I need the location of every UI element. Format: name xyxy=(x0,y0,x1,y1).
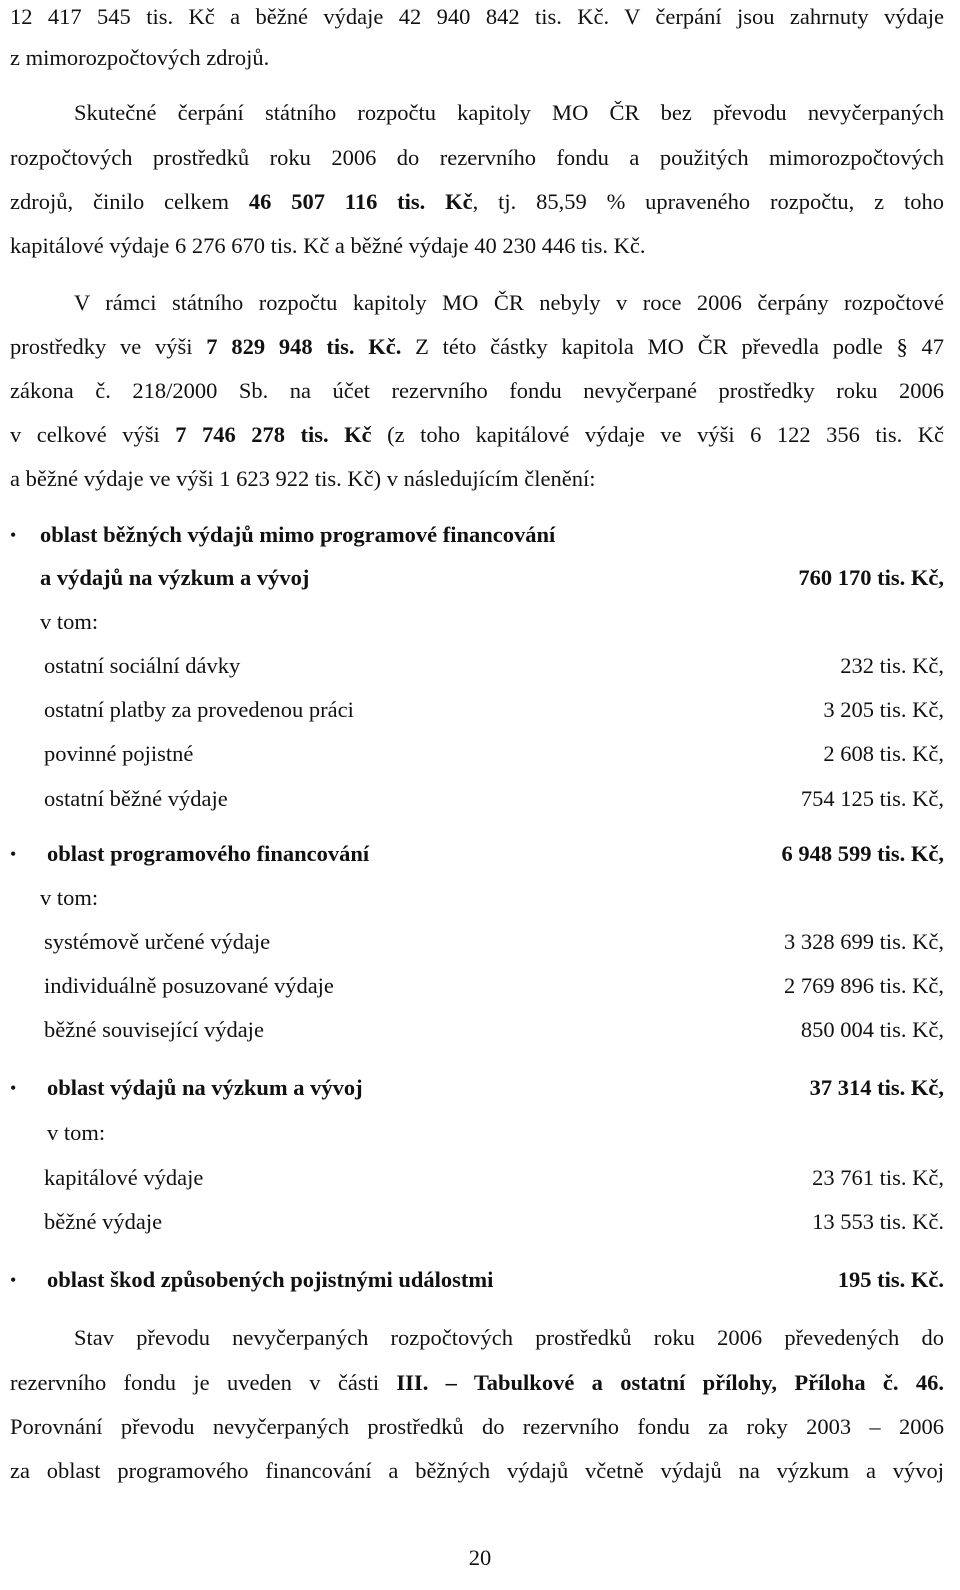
section-1-label: oblast běžných výdajů mimo programové financování xyxy=(40,522,556,547)
section-3-vtom: v tom: xyxy=(47,1120,106,1145)
paragraph-4-line-4: za oblast programového financování a běžných výdajů včetně výdajů na výzkum a vývoj xyxy=(10,1458,944,1483)
bullet-icon: • xyxy=(10,1078,17,1098)
bullet-icon: • xyxy=(10,525,17,545)
paragraph-2-line-4: kapitálové výdaje 6 276 670 tis. Kč a běžné výdaje 40 230 446 tis. Kč. xyxy=(10,233,646,258)
list-item: systémově určené výdaje 3 328 699 tis. Kč, xyxy=(44,929,944,954)
list-item: povinné pojistné 2 608 tis. Kč, xyxy=(44,741,944,766)
section-4-header xyxy=(10,1265,944,1295)
list-item: běžné související výdaje 850 004 tis. Kč, xyxy=(44,1017,944,1042)
section-1-header-line-2 xyxy=(10,563,944,593)
section-2-value: 6 948 599 tis. Kč, xyxy=(781,841,944,866)
paragraph-1-line-1: 12 417 545 tis. Kč a běžné výdaje 42 940 842 tis. Kč. V čerpání jsou zahrnuty výdaje xyxy=(10,4,944,29)
unused-funds-amount: 7 829 948 tis. Kč. xyxy=(206,334,402,359)
paragraph-2-line-1: Skutečné čerpání státního rozpočtu kapitoly MO ČR bez převodu nevyčerpaných xyxy=(74,100,944,125)
paragraph-3-line-2: prostředky ve výši 7 829 948 tis. Kč. Z této částky kapitola MO ČR převedla podle § 47 xyxy=(10,334,944,359)
list-item: individuálně posuzované výdaje 2 769 896 tis. Kč, xyxy=(44,973,944,998)
paragraph-3-line-5: a běžné výdaje ve výši 1 623 922 tis. Kč) v následujícím členění: xyxy=(10,466,596,491)
list-item: kapitálové výdaje 23 761 tis. Kč, xyxy=(44,1165,944,1190)
section-2-vtom: v tom: xyxy=(40,885,99,910)
transferred-funds-amount: 7 746 278 tis. Kč xyxy=(175,422,372,447)
section-3-header xyxy=(10,1073,944,1103)
paragraph-4-line-2: rezervního fondu je uveden v části III. – Tabulkové a ostatní přílohy, Příloha č. 46. xyxy=(10,1370,944,1395)
section-1-label-cont: a výdajů na výzkum a vývoj xyxy=(40,565,310,590)
paragraph-3-line-1: V rámci státního rozpočtu kapitoly MO ČR nebyly v roce 2006 čerpány rozpočtové xyxy=(74,290,944,315)
bullet-icon: • xyxy=(10,844,17,864)
list-item: ostatní běžné výdaje 754 125 tis. Kč, xyxy=(44,786,944,811)
section-3-value: 37 314 tis. Kč, xyxy=(809,1075,944,1100)
section-2-header xyxy=(10,839,944,869)
section-1-vtom: v tom: xyxy=(40,609,99,634)
paragraph-2-line-2: rozpočtových prostředků roku 2006 do rezervního fondu a použitých mimorozpočtových xyxy=(10,145,944,170)
section-4-label: oblast škod způsobených pojistnými událostmi xyxy=(47,1267,494,1292)
appendix-reference: III. – Tabulkové a ostatní přílohy, Příloha č. 46. xyxy=(396,1370,944,1395)
paragraph-3-line-3: zákona č. 218/2000 Sb. na účet rezervního fondu nevyčerpané prostředky roku 2006 xyxy=(10,378,944,403)
paragraph-3-line-4: v celkové výši 7 746 278 tis. Kč (z toho kapitálové výdaje ve výši 6 122 356 tis. Kč xyxy=(10,422,944,447)
section-2-label: oblast programového financování xyxy=(47,841,370,866)
list-item: ostatní platby za provedenou práci 3 205 tis. Kč, xyxy=(44,697,944,722)
total-spending-amount: 46 507 116 tis. Kč xyxy=(248,189,473,214)
section-3-label: oblast výdajů na výzkum a vývoj xyxy=(47,1075,363,1100)
section-1-value: 760 170 tis. Kč, xyxy=(798,565,944,590)
paragraph-4-line-3: Porovnání převodu nevyčerpaných prostředků do rezervního fondu za roky 2003 – 2006 xyxy=(10,1414,944,1439)
page-number: 20 xyxy=(468,1545,492,1570)
paragraph-1-line-2: z mimorozpočtových zdrojů. xyxy=(10,45,270,70)
list-item: ostatní sociální dávky 232 tis. Kč, xyxy=(44,653,944,678)
section-4-value: 195 tis. Kč. xyxy=(837,1267,944,1292)
paragraph-4-line-1: Stav převodu nevyčerpaných rozpočtových prostředků roku 2006 převedených do xyxy=(74,1325,944,1350)
section-1-header xyxy=(10,520,944,550)
bullet-icon: • xyxy=(10,1270,17,1290)
paragraph-2-line-3: zdrojů, činilo celkem 46 507 116 tis. Kč, tj. 85,59 % upraveného rozpočtu, z toho xyxy=(10,189,944,214)
list-item: běžné výdaje 13 553 tis. Kč. xyxy=(44,1209,944,1234)
